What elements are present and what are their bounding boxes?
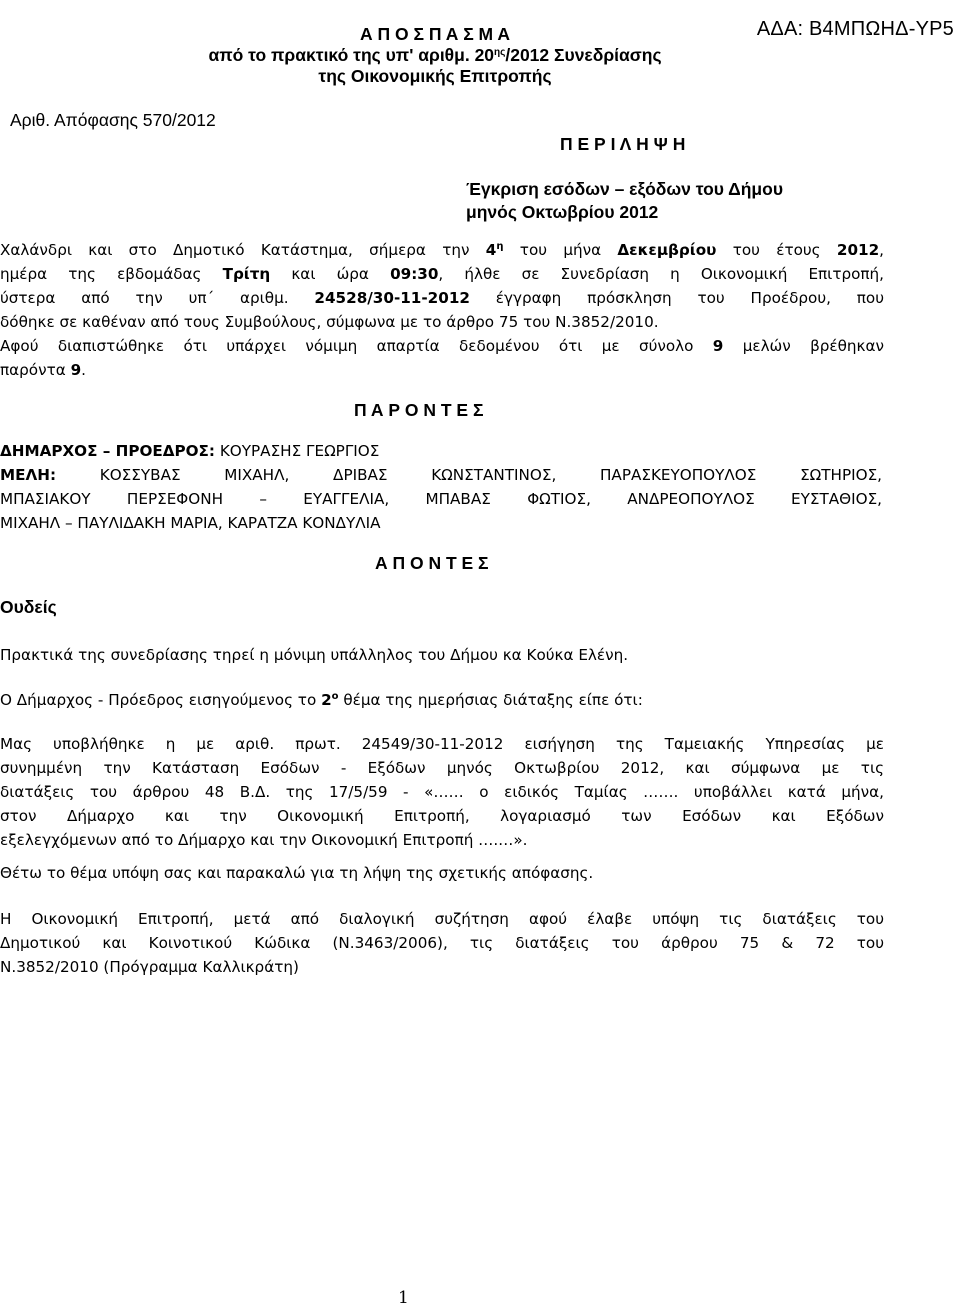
text: του έτους bbox=[716, 241, 837, 259]
mayor-intro bbox=[0, 688, 643, 712]
text: . bbox=[81, 361, 86, 379]
member-total: 9 bbox=[712, 337, 724, 355]
members-label: ΜΕΛΗ: bbox=[0, 466, 57, 484]
text: , bbox=[879, 241, 884, 259]
text: , ήλθε σε Συνεδρίαση η Οικονομική Επιτροπή, bbox=[438, 265, 884, 283]
summary-heading: Π Ε Ρ Ι Λ Η Ψ Η bbox=[560, 134, 686, 154]
decision-number: Αριθ. Απόφασης 570/2012 bbox=[10, 110, 216, 130]
meeting-year: 2012 bbox=[836, 241, 880, 259]
ada-code: ΑΔΑ: Β4ΜΠΩΗΔ-ΥΡ5 bbox=[756, 18, 954, 40]
committee-line-2: Δημοτικού και Κοινοτικού Κώδικα (Ν.3463/2006), τις διατάξεις του άρθρου 75 & 72 του bbox=[0, 934, 884, 952]
proposal-paragraph bbox=[0, 732, 884, 852]
proposal-line-1: Μας υποβλήθηκε η με αριθ. πρωτ. 24549/30-11-2012 εισήγηση της Ταμειακής Υπηρεσίας με bbox=[0, 735, 884, 753]
text: μελών βρέθηκαν bbox=[723, 337, 884, 355]
present-heading: Π Α Ρ Ο Ν Τ Ε Σ bbox=[354, 400, 484, 420]
meeting-day: 4 bbox=[485, 241, 497, 259]
extract-header bbox=[150, 24, 720, 87]
intro-paragraph bbox=[0, 238, 884, 382]
agenda-item-number: 2 bbox=[321, 691, 332, 709]
present-list bbox=[0, 439, 882, 535]
text: ύστερα από την υπ΄ αριθμ. bbox=[0, 289, 315, 307]
intro-line-1 bbox=[0, 238, 884, 262]
mayor-label: ΔΗΜΑΡΧΟΣ – ΠΡΟΕΔΡΟΣ: bbox=[0, 442, 215, 460]
minutes-ref-text-end: /2012 Συνεδρίασης bbox=[505, 45, 662, 65]
minutes-ref-text: από το πρακτικό της υπ' αριθμ. 20 bbox=[208, 45, 495, 65]
text: Χαλάνδρι και στο Δημοτικό Κατάστημα, σήμερα την bbox=[0, 241, 486, 259]
intro-line-4: δόθηκε σε καθέναν από τους Συμβούλους, σύμφωνα με το άρθρο 75 του Ν.3852/2010. bbox=[0, 313, 659, 331]
subject-line-2: μηνός Οκτωβρίου 2012 bbox=[466, 202, 659, 222]
committee-line-1: Η Οικονομική Επιτροπή, μετά από διαλογική συζήτηση αφού έλαβε υπόψη τις διατάξεις του bbox=[0, 910, 884, 928]
members-line-3: ΜΙΧΑΗΛ – ΠΑΥΛΙΔΑΚΗ ΜΑΡΙΑ, ΚΑΡΑΤΖΑ ΚΟΝΔΥΛΙΑ bbox=[0, 514, 381, 532]
text: του μήνα bbox=[503, 241, 618, 259]
meeting-weekday: Τρίτη bbox=[222, 265, 271, 283]
text: παρόντα bbox=[0, 361, 71, 379]
subject-line-1: Έγκριση εσόδων – εξόδων του Δήμου bbox=[466, 179, 784, 199]
agenda-item-sup: ο bbox=[331, 691, 339, 702]
text: Αφού διαπιστώθηκε ότι υπάρχει νόμιμη απαρτία δεδομένου ότι με σύνολο bbox=[0, 337, 713, 355]
invitation-ref: 24528/30-11-2012 bbox=[314, 289, 470, 307]
members-present-count: 9 bbox=[70, 361, 82, 379]
intro-line-6 bbox=[0, 358, 884, 382]
absent-none: Ουδείς bbox=[0, 597, 57, 617]
mayor-line bbox=[0, 439, 882, 463]
meeting-time: 09:30 bbox=[390, 265, 439, 283]
members-names: ΚΟΣΣΥΒΑΣ ΜΙΧΑΗΛ, ΔΡΙΒΑΣ ΚΩΝΣΤΑΝΤΙΝΟΣ, ΠΑΡΑΣΚΕΥΟΠΟΥΛΟΣ ΣΩΤΗΡΙΟΣ, bbox=[56, 466, 882, 484]
page-number: 1 bbox=[398, 1288, 409, 1308]
extract-title: Α Π Ο Σ Π Α Σ Μ Α bbox=[360, 24, 510, 44]
text: και ώρα bbox=[270, 265, 391, 283]
text: έγγραφη πρόσκληση του Προέδρου, που bbox=[469, 289, 884, 307]
proposal-line-2: συνημμένη την Κατάσταση Εσόδων - Εξόδων μηνός Οκτωβρίου 2012, και σύμφωνα με τις bbox=[0, 759, 884, 777]
text: θέμα της ημερήσιας διάταξης είπε ότι: bbox=[338, 691, 643, 709]
intro-line-3 bbox=[0, 286, 884, 310]
intro-line-2 bbox=[0, 262, 884, 286]
meeting-month: Δεκεμβρίου bbox=[617, 241, 717, 259]
proposal-line-5: εξελεγχόμενων από το Δήμαρχο και την Οικονομική Επιτροπή ….…». bbox=[0, 831, 528, 849]
absent-heading: Α Π Ο Ν Τ Ε Σ bbox=[375, 553, 489, 573]
intro-line-5 bbox=[0, 334, 884, 358]
minutes-ref-sup: ης bbox=[494, 47, 506, 58]
proposal-line-3: διατάξεις του άρθρου 48 Β.Δ. της 17/5/59 - «…… ο ειδικός Ταμίας ……. υποβάλλει κατά μήνα, bbox=[0, 783, 884, 801]
meeting-day-sup: η bbox=[496, 241, 504, 252]
proposal-line-4: στον Δήμαρχο και την Οικονομική Επιτροπή, λογαριασμό των Εσόδων και Εξόδων bbox=[0, 807, 884, 825]
committee-line-3: Ν.3852/2010 (Πρόγραμμα Καλλικράτη) bbox=[0, 958, 299, 976]
members-line-2: ΜΠΑΣΙΑΚΟΥ ΠΕΡΣΕΦΟΝΗ – ΕΥΑΓΓΕΛΙΑ, ΜΠΑΒΑΣ ΦΩΤΙΟΣ, ΑΝΔΡΕΟΠΟΥΛΟΣ ΕΥΣΤΑΘΙΟΣ, bbox=[0, 490, 882, 508]
minutes-reference bbox=[150, 45, 720, 66]
text: Ο Δήμαρχος - Πρόεδρος εισηγούμενος το bbox=[0, 691, 322, 709]
mayor-name: ΚΟΥΡΑΣΗΣ ΓΕΩΡΓΙΟΣ bbox=[215, 442, 380, 460]
minutes-keeper: Πρακτικά της συνεδρίασης τηρεί η μόνιμη υπάλληλος του Δήμου κα Κούκα Ελένη. bbox=[0, 646, 629, 664]
subject bbox=[466, 178, 783, 224]
committee-paragraph bbox=[0, 907, 884, 979]
members-line-1 bbox=[0, 463, 882, 487]
put-matter: Θέτω το θέμα υπόψη σας και παρακαλώ για τη λήψη της σχετικής απόφασης. bbox=[0, 864, 594, 882]
committee-name: της Οικονομικής Επιτροπής bbox=[318, 66, 552, 86]
text: ημέρα της εβδομάδας bbox=[0, 265, 223, 283]
